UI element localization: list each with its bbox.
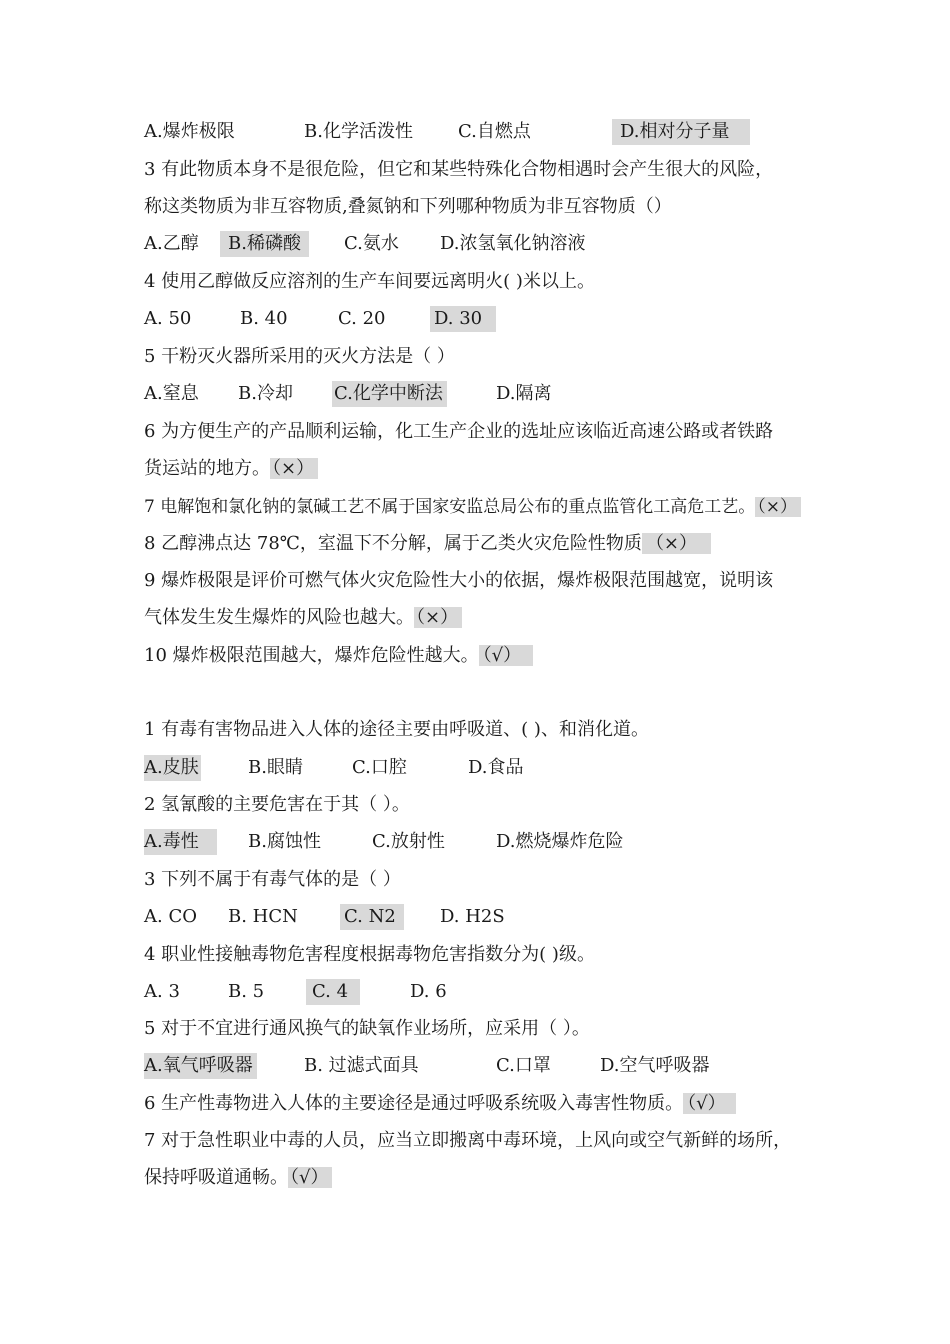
answer-mark: （√） (683, 1093, 735, 1114)
answer-mark: （×） (642, 533, 711, 554)
question-text (144, 605, 824, 631)
option-c: C.放射性 (372, 831, 445, 852)
question-text: 3 下列不属于有毒气体的是（ ） (144, 869, 401, 890)
question-text (144, 643, 824, 669)
option-d: D. H2S (440, 906, 505, 927)
question-text: 4 职业性接触毒物危害程度根据毒物危害指数分为( )级。 (144, 944, 595, 965)
option-a-answer: A.皮肤 (144, 755, 201, 781)
question-text: 6 为方便生产的产品顺利运输，化工生产企业的选址应该临近高速公路或者铁路 (144, 421, 774, 442)
question-text: 7 对于急性职业中毒的人员，应当立即搬离中毒环境，上风向或空气新鲜的场所， (144, 1130, 792, 1151)
option-b: B. 过滤式面具 (304, 1055, 419, 1076)
question-text (144, 531, 824, 557)
option-c-answer: C.化学中断法 (332, 381, 447, 407)
option-a-answer: A.氧气呼吸器 (144, 1053, 257, 1079)
question-text-tail: 保持呼吸道通畅。 (144, 1167, 288, 1188)
answer-mark: （√） (288, 1167, 332, 1188)
option-c: C. 20 (338, 308, 386, 329)
question-text (144, 1165, 824, 1191)
question-text: 2 氢氰酸的主要危害在于其（ ）。 (144, 794, 410, 815)
option-a: A.爆炸极限 (144, 121, 235, 142)
option-c: C.氨水 (344, 233, 399, 254)
option-c-answer: C. 4 (306, 979, 360, 1005)
answer-mark: （×） (755, 497, 801, 517)
question-text: 4 使用乙醇做反应溶剂的生产车间要远离明火( )米以上。 (144, 271, 595, 292)
option-d-answer: D.相对分子量 (612, 119, 750, 145)
question-text: 5 对于不宜进行通风换气的缺氧作业场所，应采用（ ）。 (144, 1018, 590, 1039)
question-text-tail: 气体发生发生爆炸的风险也越大。 (144, 607, 414, 628)
option-a: A.窒息 (144, 383, 199, 404)
option-b: B.腐蚀性 (248, 831, 321, 852)
question-text (144, 1091, 824, 1117)
question-text-body: 7 电解饱和氯化钠的氯碱工艺不属于国家安监总局公布的重点监管化工高危工艺。 (144, 497, 756, 517)
option-a: A. 50 (144, 308, 192, 329)
answer-mark: （×） (414, 607, 462, 628)
option-d: D. 6 (410, 981, 447, 1002)
option-c: C.自燃点 (458, 121, 531, 142)
option-a: A. 3 (144, 981, 180, 1002)
option-a-answer: A.毒性 (144, 829, 217, 855)
question-text-tail: 货运站的地方。 (144, 458, 270, 479)
option-c: C.口罩 (496, 1055, 551, 1076)
answer-mark: （×） (270, 458, 318, 479)
question-text: 5 干粉灭火器所采用的灭火方法是（ ） (144, 346, 455, 367)
option-b-answer: B.稀磷酸 (220, 231, 309, 257)
option-d: D.浓氢氧化钠溶液 (440, 233, 586, 254)
option-b: B. HCN (228, 906, 298, 927)
option-d: D.燃烧爆炸危险 (496, 831, 624, 852)
option-d-answer: D. 30 (430, 306, 496, 332)
option-b: B.冷却 (238, 383, 293, 404)
question-text: 3 有此物质本身不是很危险，但它和某些特殊化合物相遇时会产生很大的风险， (144, 159, 774, 180)
question-text: 称这类物质为非互容物质,叠氮钠和下列哪种物质为非互容物质（） (144, 196, 672, 217)
option-a: A.乙醇 (144, 233, 199, 254)
option-c-answer: C. N2 (340, 904, 404, 930)
question-text-body: 10 爆炸极限范围越大，爆炸危险性越大。 (144, 645, 479, 666)
option-a: A. CO (144, 906, 197, 927)
option-c: C.口腔 (352, 757, 407, 778)
option-b: B. 5 (228, 981, 265, 1002)
question-text-body: 6 生产性毒物进入人体的主要途径是通过呼吸系统吸入毒害性物质。 (144, 1093, 684, 1114)
question-text (144, 494, 824, 520)
option-b: B.化学活泼性 (304, 121, 413, 142)
question-text (144, 456, 824, 482)
option-b: B.眼睛 (248, 757, 303, 778)
answer-mark: （√） (479, 645, 533, 666)
option-d: D.隔离 (496, 383, 552, 404)
option-d: D.食品 (468, 757, 524, 778)
question-text-body: 8 乙醇沸点达 78℃，室温下不分解，属于乙类火灾危险性物质 (144, 533, 642, 554)
question-text: 9 爆炸极限是评价可燃气体火灾危险性大小的依据，爆炸极限范围越宽，说明该 (144, 570, 774, 591)
question-text: 1 有毒有害物品进入人体的途径主要由呼吸道、( )、和消化道。 (144, 719, 649, 740)
option-b: B. 40 (240, 308, 288, 329)
option-d: D.空气呼吸器 (600, 1055, 710, 1076)
